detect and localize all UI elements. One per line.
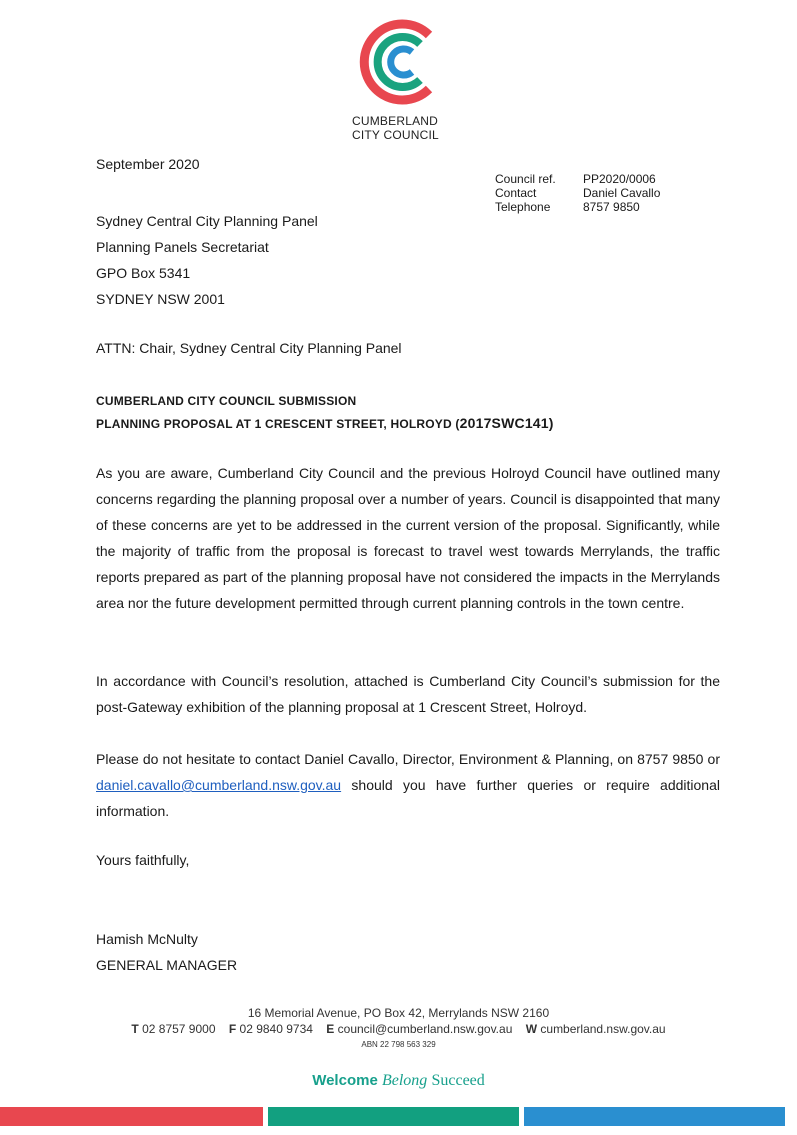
address-line: Sydney Central City Planning Panel bbox=[96, 213, 318, 229]
reference-row-council-ref bbox=[495, 172, 660, 186]
attention-line: ATTN: Chair, Sydney Central City Planning Panel bbox=[96, 340, 402, 356]
footer-bar-red bbox=[0, 1107, 263, 1126]
council-logo-icon bbox=[356, 16, 448, 108]
tagline-succeed: Succeed bbox=[431, 1072, 485, 1089]
address-line: SYDNEY NSW 2001 bbox=[96, 291, 225, 307]
signatory-name: Hamish McNulty bbox=[96, 931, 198, 947]
letter-date: September 2020 bbox=[96, 156, 200, 172]
council-logo-wordmark bbox=[352, 114, 452, 142]
footer-email: council@cumberland.nsw.gov.au bbox=[337, 1022, 513, 1036]
reference-row-contact bbox=[495, 186, 660, 200]
tagline-welcome: Welcome bbox=[312, 1072, 378, 1089]
footer-fax-label: F bbox=[228, 1022, 237, 1036]
reference-label: Contact bbox=[495, 186, 537, 200]
footer-phone: 02 8757 9000 bbox=[142, 1022, 216, 1036]
tagline-belong: Belong bbox=[381, 1072, 428, 1089]
signature-block bbox=[96, 926, 237, 978]
footer-abn: ABN 22 798 563 329 bbox=[361, 1040, 436, 1049]
reference-value: PP2020/0006 bbox=[583, 172, 656, 186]
signatory-title: GENERAL MANAGER bbox=[96, 957, 238, 973]
council-logo bbox=[352, 16, 452, 142]
reference-value: Daniel Cavallo bbox=[583, 186, 661, 200]
logo-line-2: CITY COUNCIL bbox=[352, 128, 439, 142]
reference-row-telephone bbox=[495, 200, 660, 214]
paragraph-3-text-before: Please do not hesitate to contact Daniel Cavallo, Director, Environment & Planning, on 8757 9850 or bbox=[96, 751, 720, 767]
reference-label: Council ref. bbox=[495, 172, 556, 186]
body-paragraph-1: As you are aware, Cumberland City Council and the previous Holroyd Council have outlined many concerns regarding the planning proposal over a number of years. Council is disappointed that many of these concerns are yet to be addressed in the current version of the proposal. Significantly, while the majority of traffic from the proposal is forecast to travel west towards Merrylands, the traffic reports prepared as part of the planning proposal have not considered the impacts in the Merrylands area nor the future development permitted through current planning controls in the town centre. bbox=[96, 465, 720, 611]
subject-line-1: CUMBERLAND CITY COUNCIL SUBMISSION bbox=[96, 394, 357, 408]
logo-line-1: CUMBERLAND bbox=[352, 114, 439, 128]
tagline bbox=[0, 1072, 797, 1090]
reference-value: 8757 9850 bbox=[583, 200, 640, 214]
reference-label: Telephone bbox=[495, 200, 551, 214]
address-line: GPO Box 5341 bbox=[96, 265, 191, 281]
footer-bar-blue bbox=[524, 1107, 785, 1126]
body-paragraph-3 bbox=[96, 746, 720, 824]
footer-web-label: W bbox=[525, 1022, 538, 1036]
footer-bar-green bbox=[268, 1107, 519, 1126]
footer-contacts bbox=[0, 1022, 797, 1036]
footer-phone-label: T bbox=[131, 1022, 139, 1036]
subject-line-2 bbox=[96, 412, 554, 435]
email-link[interactable]: daniel.cavallo@cumberland.nsw.gov.au bbox=[96, 777, 342, 793]
recipient-address bbox=[96, 208, 318, 312]
paragraph-3-text-after: should you have further queries or require additional information. bbox=[96, 777, 720, 819]
body-paragraph-2: In accordance with Council’s resolution, attached is Cumberland City Council’s submission for the post-Gateway exhibition of the planning proposal at 1 Crescent Street, Holroyd. bbox=[96, 673, 720, 715]
footer-fax: 02 9840 9734 bbox=[239, 1022, 313, 1036]
footer-web: cumberland.nsw.gov.au bbox=[540, 1022, 666, 1036]
subject-ref-code: 2017SWC141) bbox=[459, 415, 554, 431]
subject-line-2-text: PLANNING PROPOSAL AT 1 CRESCENT STREET, HOLROYD ( bbox=[96, 417, 460, 431]
closing-salutation: Yours faithfully, bbox=[96, 852, 190, 868]
reference-block bbox=[495, 172, 660, 214]
address-line: Planning Panels Secretariat bbox=[96, 239, 269, 255]
footer-email-label: E bbox=[326, 1022, 335, 1036]
subject-heading bbox=[96, 390, 554, 435]
footer-address: 16 Memorial Avenue, PO Box 42, Merrylands NSW 2160 bbox=[247, 1006, 550, 1020]
